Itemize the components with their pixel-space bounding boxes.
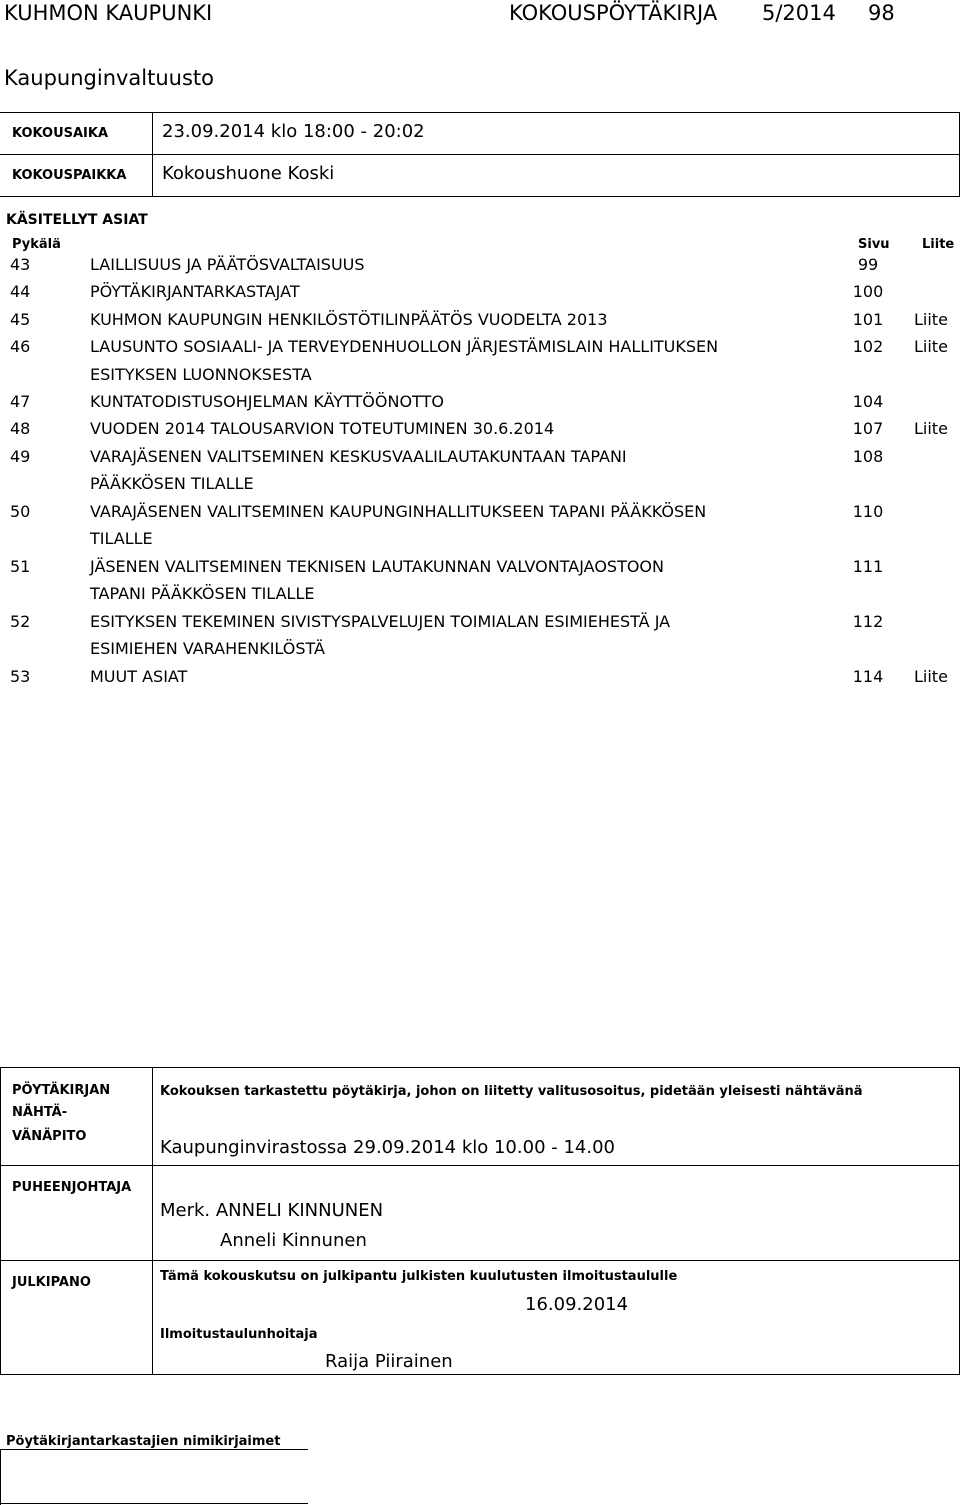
item-page: 112	[852, 612, 884, 631]
viewing-label-line2: NÄHTÄ-	[12, 1105, 68, 1120]
chair-signed: Merk. ANNELI KINNUNEN	[160, 1200, 384, 1221]
item-page: 114	[852, 667, 884, 686]
chair-name: Anneli Kinnunen	[220, 1230, 367, 1251]
item-attachment: Liite	[914, 667, 948, 686]
section-title: KÄSITELLYT ASIAT	[6, 212, 148, 228]
column-header-page: Sivu	[858, 237, 890, 252]
document-type: KOKOUSPÖYTÄKIRJA	[509, 1, 718, 25]
item-title: ESITYKSEN TEKEMINEN SIVISTYSPALVELUJEN TOIMIALAN ESIMIEHESTÄ JA	[90, 612, 671, 631]
divider	[0, 1067, 960, 1068]
item-page: 107	[852, 419, 884, 438]
item-number: 44	[10, 282, 31, 301]
item-title-continued: PÄÄKKÖSEN TILALLE	[90, 474, 254, 493]
item-title: KUHMON KAUPUNGIN HENKILÖSTÖTILINPÄÄTÖS VUODELTA 2013	[90, 310, 608, 329]
item-page: 104	[852, 392, 884, 411]
column-header-attachment: Liite	[922, 237, 955, 252]
item-page: 108	[852, 447, 884, 466]
item-title-continued: ESIMIEHEN VARAHENKILÖSTÄ	[90, 639, 325, 658]
item-attachment: Liite	[914, 419, 948, 438]
item-title-continued: TILALLE	[90, 529, 153, 548]
item-number: 47	[10, 392, 31, 411]
item-title: LAUSUNTO SOSIAALI- JA TERVEYDENHUOLLON JÄRJESTÄMISLAIN HALLITUKSEN	[90, 337, 719, 356]
inspectors-initials-label: Pöytäkirjantarkastajien nimikirjaimet	[6, 1434, 281, 1449]
item-number: 51	[10, 557, 31, 576]
governing-body: Kaupunginvaltuusto	[4, 66, 215, 90]
item-number: 45	[10, 310, 31, 329]
item-title-continued: ESITYKSEN LUONNOKSESTA	[90, 365, 312, 384]
item-page: 110	[852, 502, 884, 521]
item-number: 53	[10, 667, 31, 686]
item-attachment: Liite	[914, 337, 948, 356]
item-title: VARAJÄSENEN VALITSEMINEN KESKUSVAALILAUTAKUNTAAN TAPANI	[90, 447, 627, 466]
item-page: 102	[852, 337, 884, 356]
item-title: KUNTATODISTUSOHJELMAN KÄYTTÖÖNOTTO	[90, 392, 444, 411]
board-keeper-label: Ilmoitustaulunhoitaja	[160, 1327, 318, 1342]
item-number: 50	[10, 502, 31, 521]
item-title: VUODEN 2014 TALOUSARVION TOTEUTUMINEN 30.6.2014	[90, 419, 555, 438]
item-number: 52	[10, 612, 31, 631]
divider	[0, 1449, 308, 1450]
divider	[0, 1374, 960, 1375]
item-title: JÄSENEN VALITSEMINEN TEKNISEN LAUTAKUNNAN VALVONTAJAOSTOON	[90, 557, 664, 576]
divider	[0, 1503, 308, 1504]
meeting-number: 5/2014	[762, 1, 836, 25]
divider	[0, 154, 960, 155]
viewing-text: Kokouksen tarkastettu pöytäkirja, johon on liitetty valitusosoitus, pidetään yleisesti nähtävänä	[160, 1084, 863, 1099]
meeting-place-value: Kokoushuone Koski	[162, 163, 335, 184]
posting-text: Tämä kokouskutsu on julkipantu julkisten kuulutusten ilmoitustaululle	[160, 1269, 678, 1284]
item-page: 111	[852, 557, 884, 576]
item-title: MUUT ASIAT	[90, 667, 188, 686]
chair-label: PUHEENJOHTAJA	[12, 1180, 132, 1195]
item-number: 48	[10, 419, 31, 438]
page-number: 98	[868, 1, 895, 25]
item-page: 101	[852, 310, 884, 329]
divider	[0, 1165, 960, 1166]
item-number: 43	[10, 255, 31, 274]
divider	[0, 196, 960, 197]
item-number: 49	[10, 447, 31, 466]
divider	[0, 112, 960, 113]
board-keeper-name: Raija Piirainen	[325, 1351, 453, 1372]
item-title: LAILLISUUS JA PÄÄTÖSVALTAISUUS	[90, 255, 365, 274]
column-header-section: Pykälä	[12, 237, 61, 252]
item-page: 99	[857, 255, 879, 274]
divider	[0, 1449, 1, 1505]
organization-name: KUHMON KAUPUNKI	[4, 1, 213, 25]
posting-label: JULKIPANO	[12, 1275, 91, 1290]
viewing-label-line1: PÖYTÄKIRJAN	[12, 1083, 111, 1098]
item-title: PÖYTÄKIRJANTARKASTAJAT	[90, 282, 300, 301]
divider	[0, 1260, 960, 1261]
item-title-continued: TAPANI PÄÄKKÖSEN TILALLE	[90, 584, 315, 603]
viewing-place: Kaupunginvirastossa 29.09.2014 klo 10.00 - 14.00	[160, 1137, 615, 1158]
item-title: VARAJÄSENEN VALITSEMINEN KAUPUNGINHALLITUKSEEN TAPANI PÄÄKKÖSEN	[90, 502, 707, 521]
item-number: 46	[10, 337, 31, 356]
meeting-time-label: KOKOUSAIKA	[12, 126, 109, 141]
viewing-label-line3: VÄNÄPITO	[12, 1129, 87, 1144]
item-page: 100	[852, 282, 884, 301]
posting-date: 16.09.2014	[525, 1294, 629, 1315]
divider	[152, 1067, 153, 1374]
divider	[0, 1067, 1, 1374]
meeting-place-label: KOKOUSPAIKKA	[12, 168, 127, 183]
meeting-time-value: 23.09.2014 klo 18:00 - 20:02	[162, 121, 425, 142]
item-attachment: Liite	[914, 310, 948, 329]
